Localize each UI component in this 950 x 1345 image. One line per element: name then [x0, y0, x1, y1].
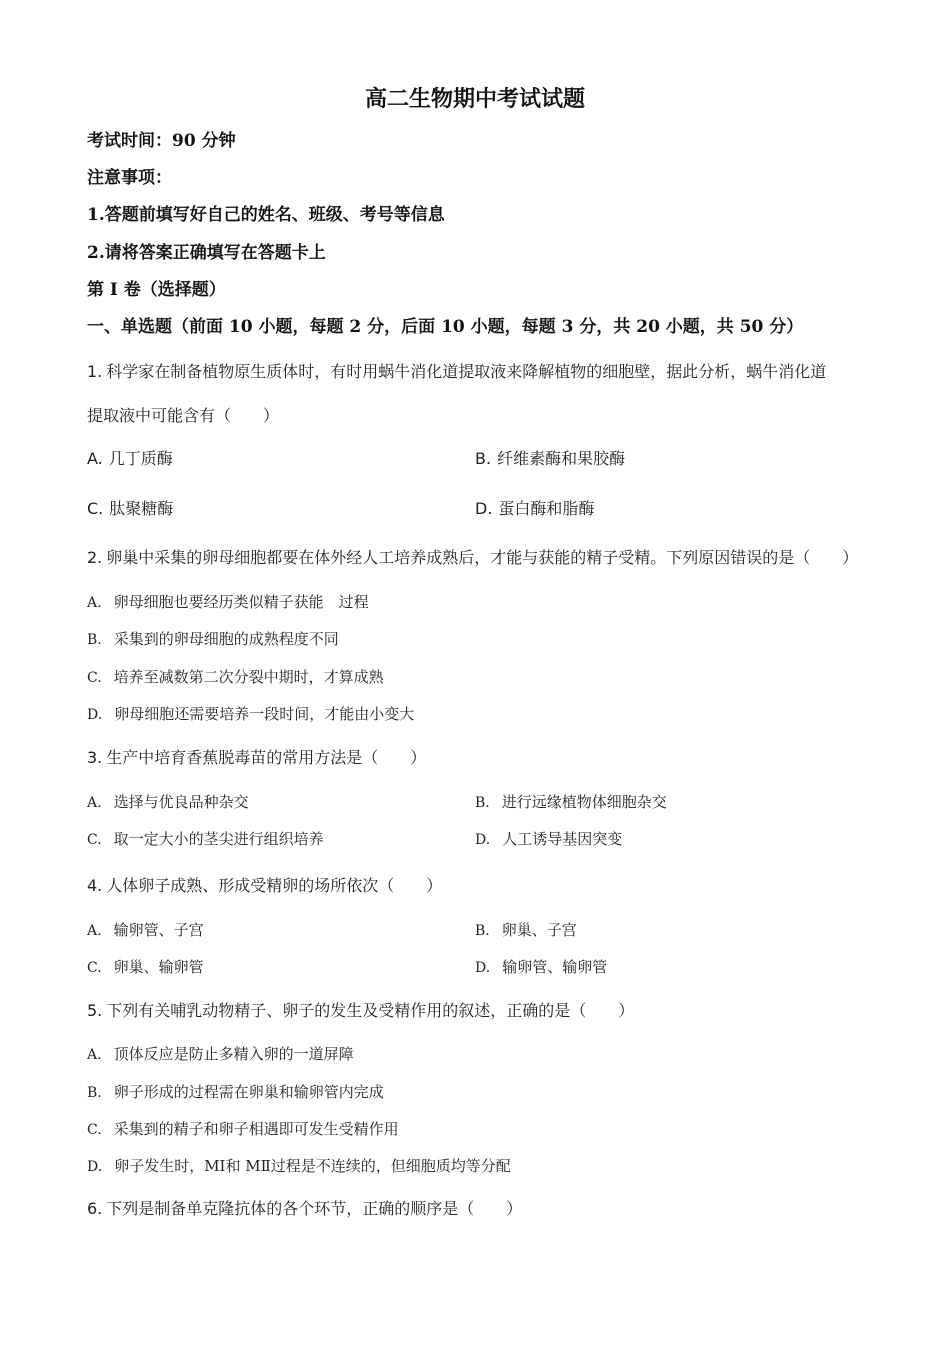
- option-letter: D.: [475, 960, 491, 976]
- question-text: 科学家在制备植物原生质体时，有时用蜗牛消化道提取液来降解植物的细胞壁，据此分析，蜗牛消化道: [106, 362, 827, 381]
- question-2-stem: [87, 548, 858, 568]
- question-number: 1.: [87, 362, 103, 381]
- question-5-option-c: [87, 1119, 399, 1140]
- question-6-stem: [87, 1199, 522, 1219]
- question-1-option-d: [475, 499, 594, 519]
- option-letter: D.: [87, 1159, 103, 1175]
- option-text: 卵子形成的过程需在卵巢和输卵管内完成: [113, 1083, 384, 1101]
- option-letter: C.: [87, 832, 102, 848]
- question-4-option-a: [87, 920, 204, 941]
- option-letter: D.: [475, 832, 491, 848]
- option-text: 卵母细胞还需要培养一段时间，才能由小变大: [114, 705, 415, 723]
- option-text: 培养至减数第二次分裂中期时，才算成熟: [113, 668, 384, 686]
- option-letter: A.: [87, 449, 103, 468]
- question-3-stem: [87, 748, 426, 768]
- question-1-option-c: [87, 499, 173, 519]
- question-number: 6.: [87, 1199, 103, 1218]
- question-text: 下列是制备单克隆抗体的各个环节，正确的顺序是（ ）: [106, 1199, 523, 1218]
- question-3-option-d: [475, 829, 622, 850]
- question-2-option-b: [87, 629, 339, 650]
- question-4-stem: [87, 876, 442, 896]
- option-letter: C.: [87, 670, 102, 686]
- option-text: 卵子发生时，MⅠ和 MⅡ过程是不连续的，但细胞质均等分配: [114, 1157, 511, 1175]
- question-5-option-a: [87, 1044, 354, 1065]
- question-1-option-b: [475, 449, 625, 469]
- option-letter: B.: [475, 449, 492, 468]
- option-text: 顶体反应是防止多精入卵的一道屏障: [113, 1045, 354, 1063]
- question-number: 3.: [87, 748, 103, 767]
- option-text: 输卵管、子宫: [113, 921, 204, 939]
- option-text: 肽聚糖酶: [109, 499, 174, 518]
- option-letter: B.: [87, 1085, 102, 1101]
- option-text: 卵巢、输卵管: [113, 958, 204, 976]
- question-2-option-a: [87, 592, 369, 613]
- option-text: 纤维素酶和果胶酶: [497, 449, 626, 468]
- question-3-option-c: [87, 829, 324, 850]
- option-letter: C.: [87, 960, 102, 976]
- notice-heading: 注意事项：: [87, 168, 172, 188]
- option-text: 几丁质酶: [108, 449, 173, 468]
- exam-time: 考试时间：90 分钟: [87, 131, 236, 151]
- question-3-option-b: [475, 792, 667, 813]
- question-text: 下列有关哺乳动物精子、卵子的发生及受精作用的叙述，正确的是（ ）: [106, 1001, 635, 1020]
- question-4-option-c: [87, 957, 204, 978]
- question-text: 人体卵子成熟、形成受精卵的场所依次（ ）: [106, 876, 443, 895]
- option-letter: C.: [87, 499, 104, 518]
- option-text: 卵巢、子宫: [501, 921, 577, 939]
- part-heading: 第 I 卷（选择题）: [87, 280, 226, 300]
- question-text: 生产中培育香蕉脱毒苗的常用方法是（ ）: [106, 748, 427, 767]
- option-letter: B.: [475, 923, 490, 939]
- option-text: 卵母细胞也要经历类似精子获能 过程: [113, 593, 369, 611]
- option-letter: D.: [475, 499, 493, 518]
- question-3-option-a: [87, 792, 249, 813]
- question-1-option-a: [87, 449, 173, 469]
- question-text: 卵巢中采集的卵母细胞都要在体外经人工培养成熟后，才能与获能的精子受精。下列原因错误的是（ ）: [106, 548, 859, 567]
- question-4-option-d: [475, 957, 607, 978]
- option-text: 采集到的精子和卵子相遇即可发生受精作用: [113, 1120, 399, 1138]
- option-letter: B.: [475, 795, 490, 811]
- section-heading: 一、单选题（前面 10 小题，每题 2 分，后面 10 小题，每题 3 分，共 20 小题，共 50 分）: [87, 317, 804, 337]
- option-text: 蛋白酶和脂酶: [498, 499, 595, 518]
- option-text: 选择与优良品种杂交: [113, 793, 249, 811]
- question-4-option-b: [475, 920, 577, 941]
- question-5-option-d: [87, 1156, 511, 1177]
- option-letter: A.: [87, 795, 102, 811]
- question-5-option-b: [87, 1082, 384, 1103]
- notice-item-1: 1.答题前填写好自己的姓名、班级、考号等信息: [87, 205, 445, 225]
- question-2-option-c: [87, 667, 384, 688]
- option-letter: D.: [87, 707, 103, 723]
- question-5-stem: [87, 1001, 634, 1021]
- option-text: 输卵管、输卵管: [502, 958, 608, 976]
- question-number: 4.: [87, 876, 103, 895]
- question-number: 2.: [87, 548, 103, 567]
- option-text: 取一定大小的茎尖进行组织培养: [113, 830, 324, 848]
- notice-item-2: 2.请将答案正确填写在答题卡上: [87, 243, 326, 263]
- option-text: 人工诱导基因突变: [502, 830, 623, 848]
- option-text: 采集到的卵母细胞的成熟程度不同: [113, 630, 339, 648]
- question-2-option-d: [87, 704, 414, 725]
- question-1-stem: [87, 362, 826, 382]
- option-text: 进行远缘植物体细胞杂交: [501, 793, 667, 811]
- option-letter: B.: [87, 632, 102, 648]
- option-letter: A.: [87, 923, 102, 939]
- question-1-stem-cont: 提取液中可能含有（ ）: [87, 406, 280, 425]
- option-letter: C.: [87, 1122, 102, 1138]
- exam-title: 高二生物期中考试试题: [364, 86, 585, 112]
- option-letter: A.: [87, 595, 102, 611]
- option-letter: A.: [87, 1047, 102, 1063]
- question-number: 5.: [87, 1001, 103, 1020]
